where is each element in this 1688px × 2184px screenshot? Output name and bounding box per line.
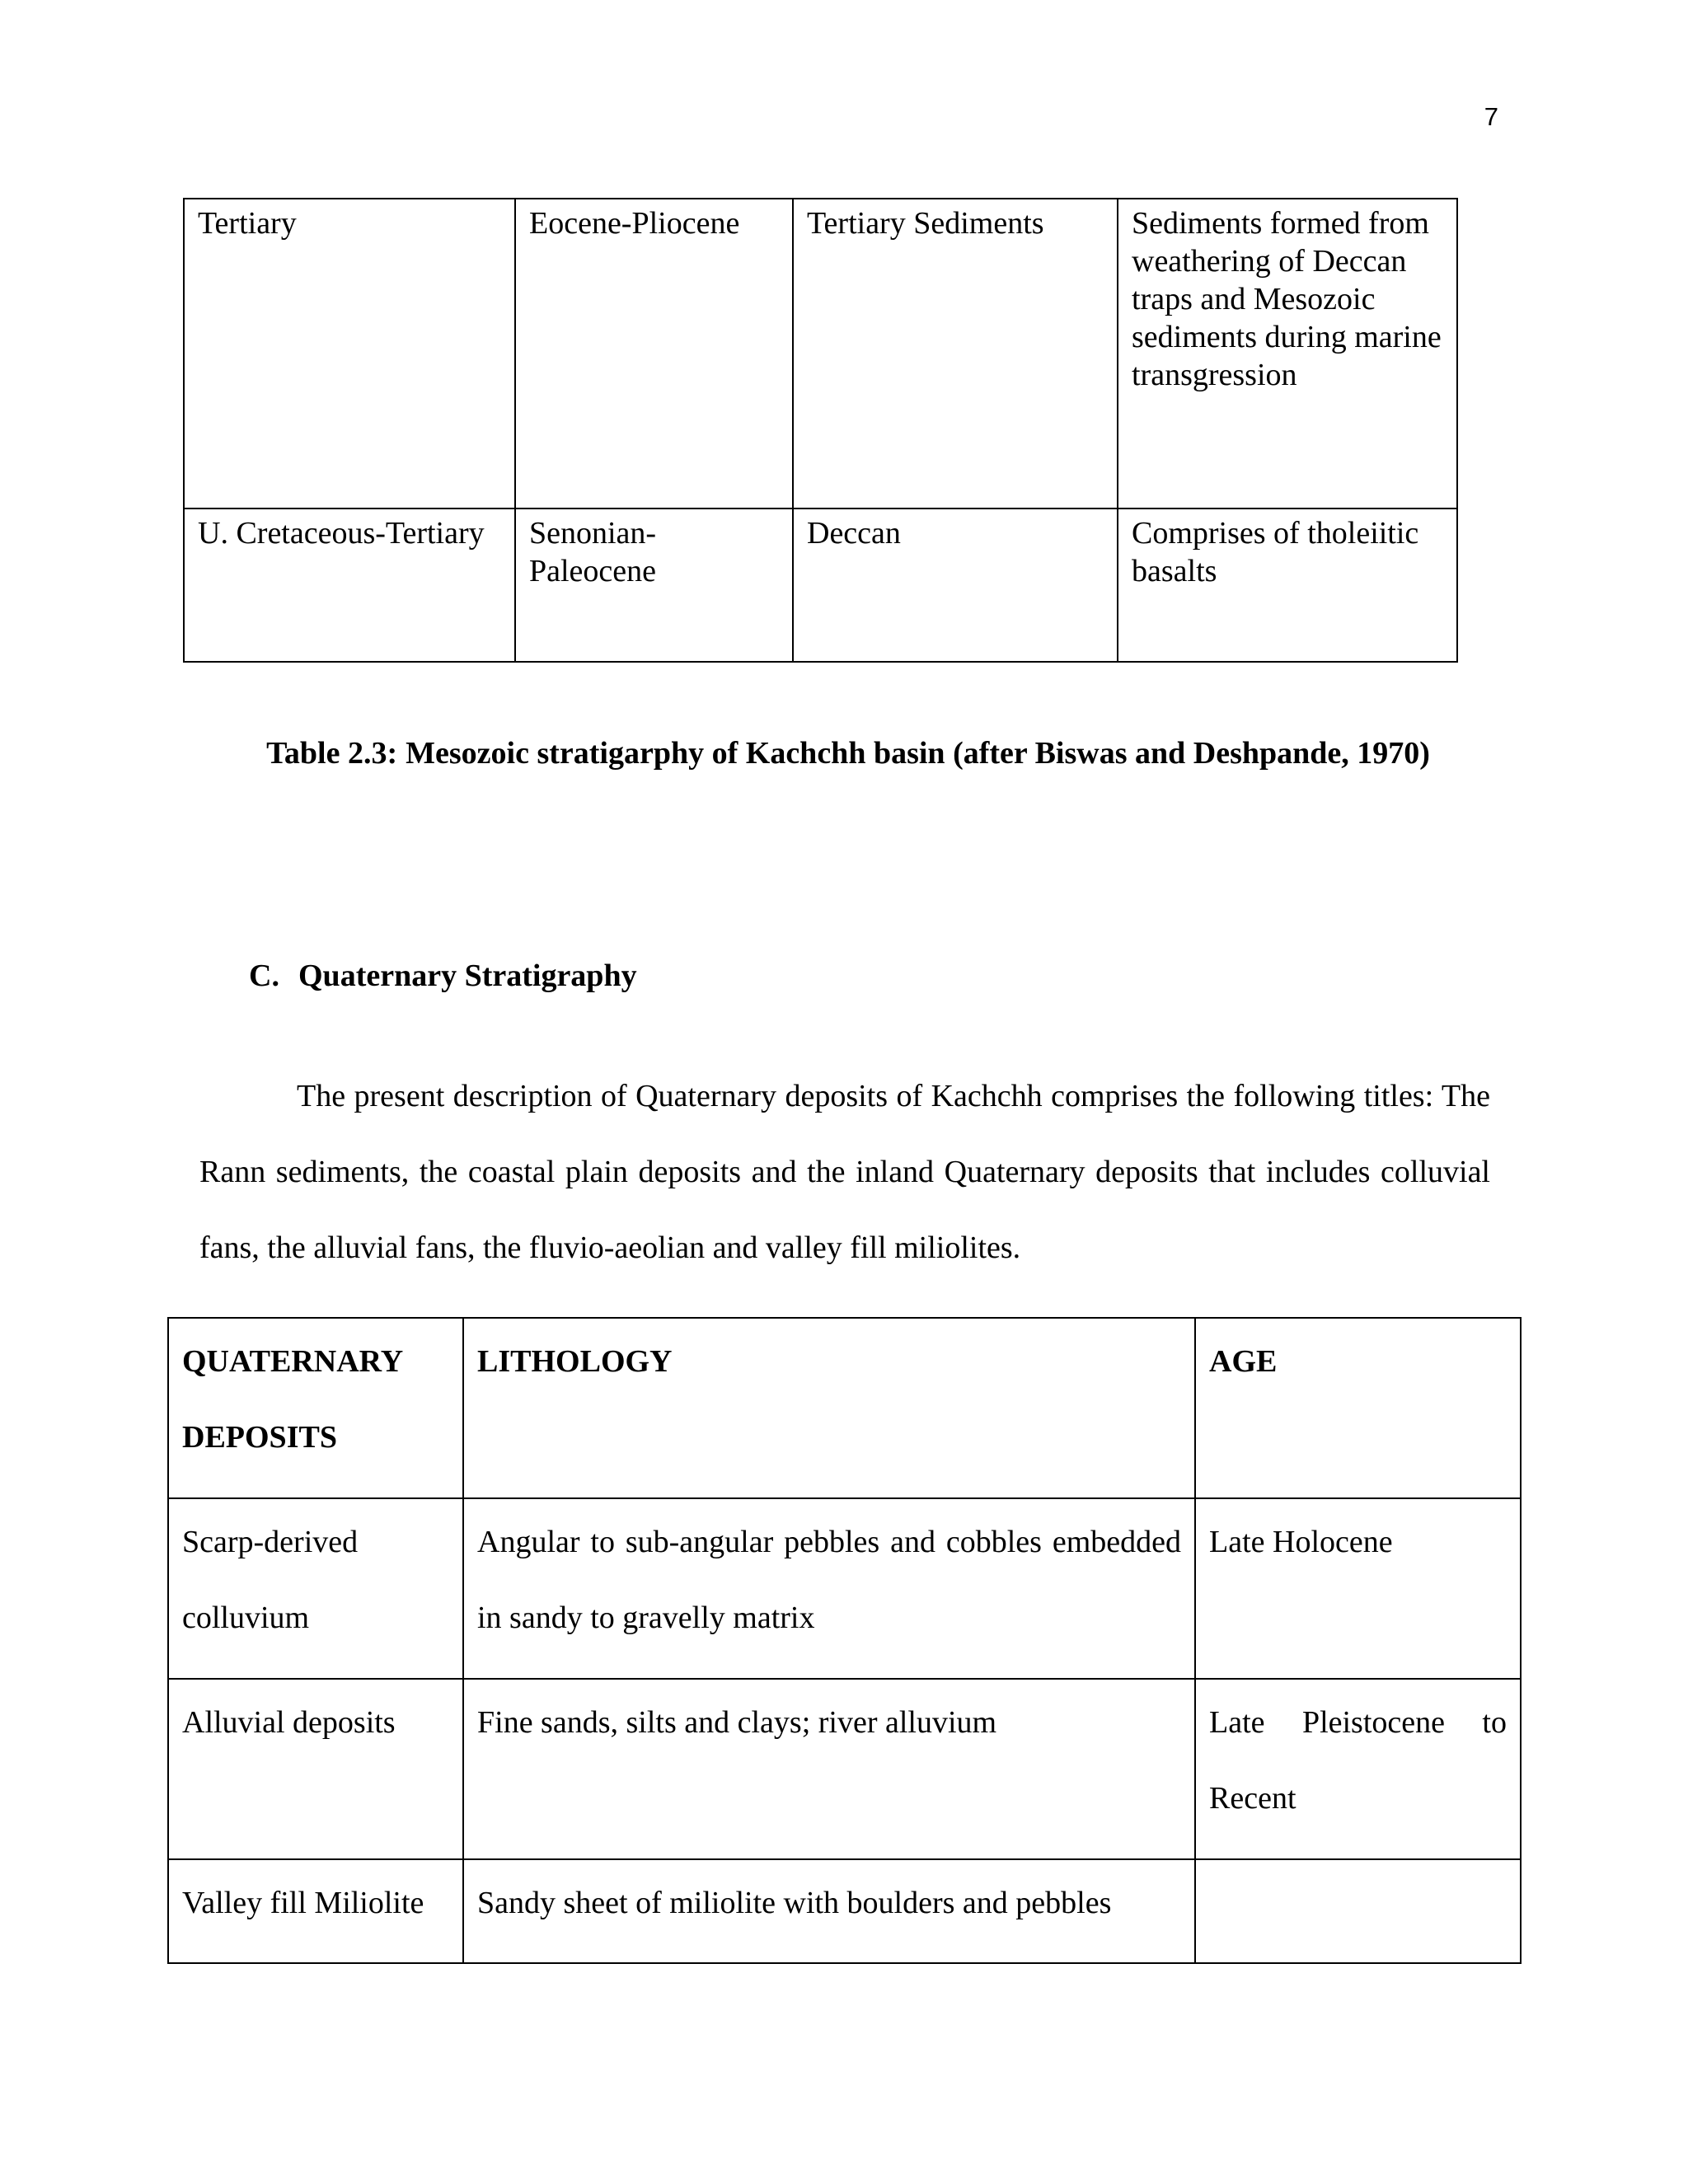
table-cell: Deccan	[793, 509, 1118, 662]
table-cell: Fine sands, silts and clays; river alluvium	[463, 1679, 1195, 1859]
section-label: C.	[249, 958, 279, 993]
table-cell: Eocene-Pliocene	[515, 199, 793, 509]
table-cell	[1195, 1859, 1521, 1963]
quaternary-deposits-table	[167, 1317, 1522, 1964]
section-title: Quaternary Stratigraphy	[298, 958, 637, 993]
table-cell: Sandy sheet of miliolite with boulders and pebbles	[463, 1859, 1195, 1963]
table-cell: Late Holocene	[1195, 1498, 1521, 1679]
table-caption-label: Table 2.3:	[266, 736, 398, 771]
table-cell: Valley fill Miliolite	[168, 1859, 463, 1963]
column-header: AGE	[1195, 1318, 1521, 1498]
table-cell: Late Pleistocene to Recent	[1195, 1679, 1521, 1859]
table-row	[168, 1498, 1521, 1679]
table-cell: Tertiary Sediments	[793, 199, 1118, 509]
table-row	[168, 1859, 1521, 1963]
table-cell: Tertiary	[184, 199, 515, 509]
table-cell: U. Cretaceous-Tertiary	[184, 509, 515, 662]
section-heading	[249, 958, 637, 994]
mesozoic-stratigraphy-table	[183, 198, 1458, 663]
table-cell: Sediments formed from weathering of Deccan traps and Mesozoic sediments during marine transgression	[1118, 199, 1457, 509]
table-caption-text: Mesozoic stratigarphy of Kachchh basin (after Biswas and Deshpande, 1970)	[406, 736, 1430, 771]
table-row	[184, 509, 1457, 662]
body-paragraph: The present description of Quaternary deposits of Kachchh comprises the following titles: The Rann sediments, the coastal plain deposits and the inland Quaternary deposits that includes colluvial fans, the alluvial fans, the fluvio-aeolian and valley fill miliolites.	[199, 1079, 1490, 1265]
column-header: QUATERNARY DEPOSITS	[168, 1318, 463, 1498]
page-number: 7	[1484, 102, 1498, 131]
table-cell: Alluvial deposits	[168, 1679, 463, 1859]
table-header-row	[168, 1318, 1521, 1498]
table-row	[184, 199, 1457, 509]
table-row	[168, 1679, 1521, 1859]
table-cell: Comprises of tholeiitic basalts	[1118, 509, 1457, 662]
table-cell: Scarp-derived colluvium	[168, 1498, 463, 1679]
table-cell: Senonian-Paleocene	[515, 509, 793, 662]
column-header: LITHOLOGY	[463, 1318, 1195, 1498]
table-caption	[0, 735, 1688, 771]
table-cell: Angular to sub-angular pebbles and cobbles embedded in sandy to gravelly matrix	[463, 1498, 1195, 1679]
